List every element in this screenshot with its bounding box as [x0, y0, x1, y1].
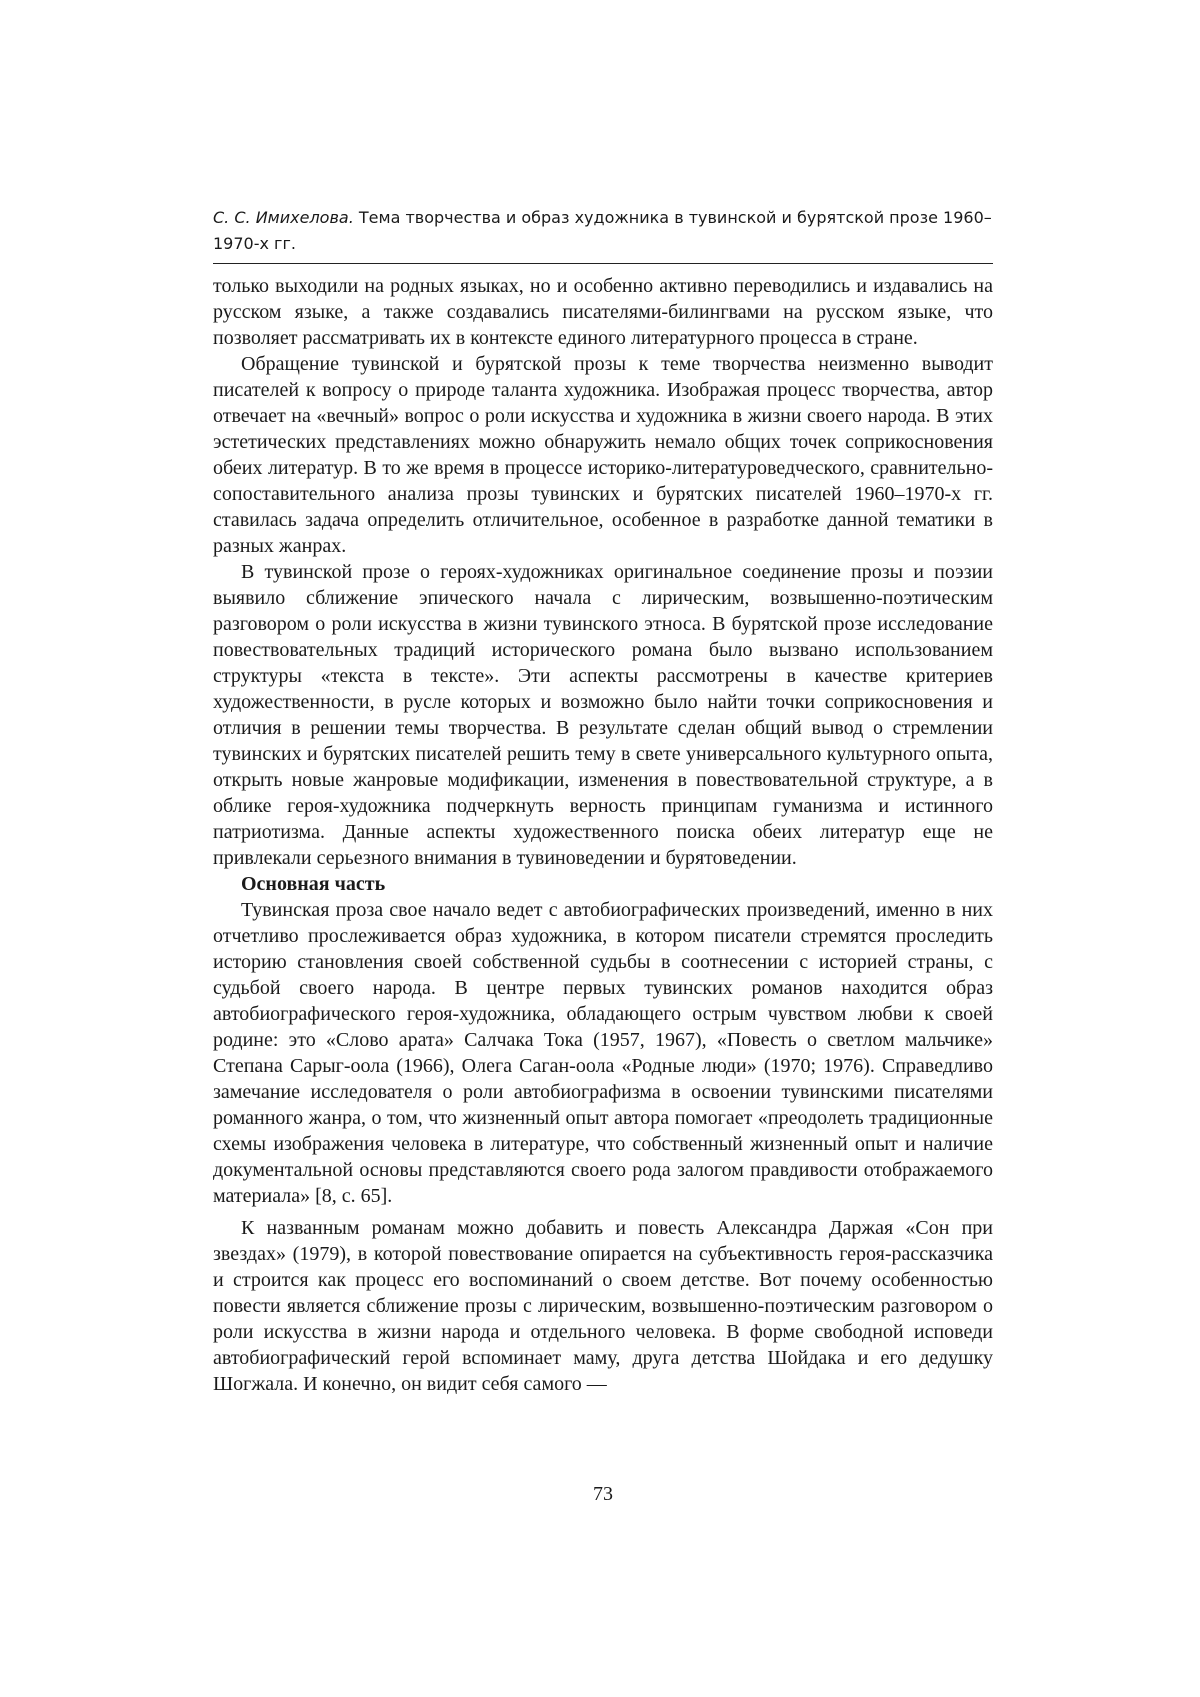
header-divider: [213, 263, 993, 264]
page-number: 73: [0, 1483, 1200, 1506]
running-head: [213, 205, 1003, 257]
paragraph-continuation: только выходили на родных языках, но и особенно активно переводились и издавались на русском языке, а также создавались писателями-билингвами на русском языке, что позволяет рассматривать их в контексте единого литературного процесса в стране.: [213, 273, 993, 351]
paragraph: Обращение тувинской и бурятской прозы к теме творчества неизменно выводит писателей к вопросу о природе таланта художника. Изображая процесс творчества, автор отвечает на «вечный» вопрос о роли искусства и художника в жизни своего народа. В этих эстетических представлениях можно обнаружить немало общих точек соприкосновения обеих литератур. В то же время в процессе историко-литературоведческого, сравнительно-сопоставительного анализа прозы тувинских и бурятских писателей 1960–1970-х гг. ставилась задача определить отличительное, особенное в разработке данной тематики в разных жанрах.: [213, 351, 993, 559]
article-body: [213, 273, 993, 1397]
document-page: [0, 0, 1200, 1697]
paragraph: К названным романам можно добавить и повесть Александра Даржая «Сон при звездах» (1979), в которой повествование опирается на субъективность героя-рассказчика и строится как процесс его воспоминаний о своем детстве. Вот почему особенностью повести является сближение прозы с лирическим, возвышенно-поэтическим разговором о роли искусства в жизни народа и отдельного человека. В форме свободной исповеди автобиографический герой вспоминает маму, друга детства Шойдака и его дедушку Шогжала. И конечно, он видит себя самого —: [213, 1215, 993, 1397]
paragraph: Тувинская проза свое начало ведет с автобиографических произведений, именно в них отчетливо прослеживается образ художника, в котором писатели стремятся проследить историю становления своей собственной судьбы в соотнесении с историей страны, с судьбой своего народа. В центре первых тувинских романов находится образ автобиографического героя-художника, обладающего острым чувством любви к своей родине: это «Слово арата» Салчака Тока (1957, 1967), «Повесть о светлом мальчике» Степана Сарыг-оола (1966), Олега Саган-оола «Родные люди» (1970; 1976). Справедливо замечание исследователя о роли автобиографизма в освоении тувинскими писателями романного жанра, о том, что жизненный опыт автора помогает «преодолеть традиционные схемы изображения человека в литературе, что собственный жизненный опыт и наличие документальной основы представляются своего рода залогом правдивости отображаемого материала» [8, с. 65].: [213, 897, 993, 1209]
paragraph: В тувинской прозе о героях-художниках оригинальное соединение прозы и поэзии выявило сближение эпического начала с лирическим, возвышенно-поэтическим разговором о роли искусства в жизни тувинского этноса. В бурятской прозе исследование повествовательных традиций исторического романа было вызвано использованием структуры «текста в тексте». Эти аспекты рассмотрены в качестве критериев художественности, в русле которых и возможно было найти точки соприкосновения и отличия в решении темы творчества. В результате сделан общий вывод о стремлении тувинских и бурятских писателей решить тему в свете универсального культурного опыта, открыть новые жанровые модификации, изменения в повествовательной структуре, а в облике героя-художника подчеркнуть верность принципам гуманизма и истинного патриотизма. Данные аспекты художественного поиска обеих литератур еще не привлекали серьезного внимания в тувиноведении и бурятоведении.: [213, 559, 993, 871]
running-head-author: С. С. Имихелова.: [213, 208, 354, 227]
running-head-title: Тема творчества и образ художника в тувинской и бурятской прозе 1960–1970-х гг.: [213, 208, 992, 253]
section-heading: Основная часть: [213, 871, 993, 897]
